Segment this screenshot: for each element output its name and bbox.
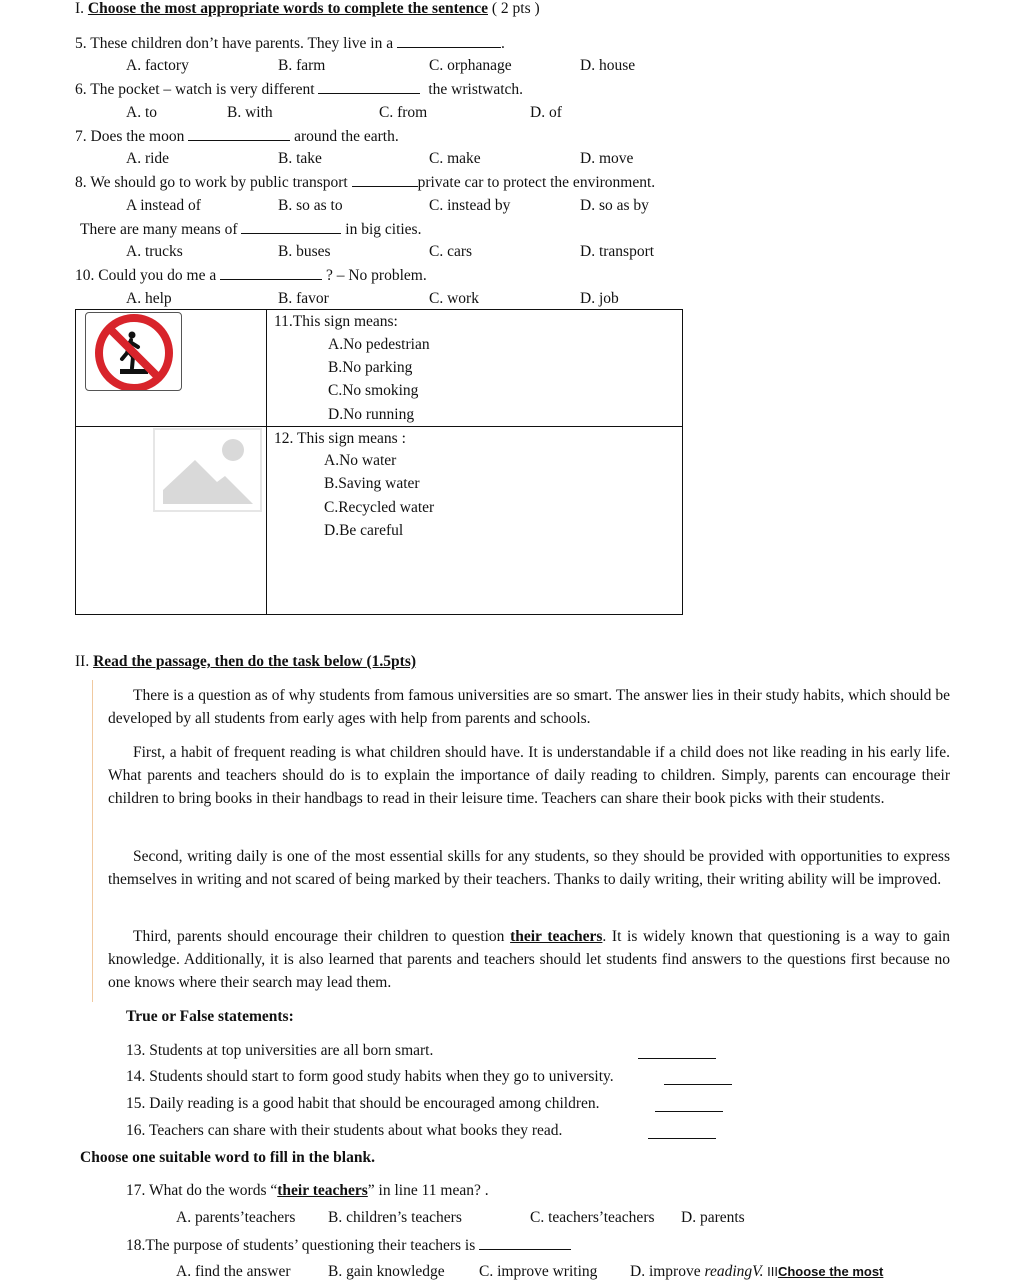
q17-option-d[interactable]: D. parents — [681, 1209, 745, 1226]
q12-option-d[interactable]: D.Be careful — [324, 522, 404, 539]
q9-stem — [80, 220, 421, 239]
q6-stem-text: 6. The pocket – watch is very different — [75, 81, 315, 98]
sign-question-table — [75, 309, 683, 615]
q7-end: around the earth. — [294, 128, 399, 145]
tf-item-15: 15. Daily reading is a good habit that should be encouraged among children. — [126, 1095, 600, 1112]
q12-stem: 12. This sign means : — [274, 430, 406, 447]
q9-option-d[interactable]: D. transport — [580, 243, 655, 260]
q18-trail-underlined: Choose the most — [777, 1264, 884, 1279]
q18-option-d[interactable] — [630, 1263, 883, 1281]
q6-option-a[interactable]: A. to — [126, 104, 157, 121]
q10-option-b[interactable]: B. favor — [278, 290, 329, 307]
q10-option-a[interactable]: A. help — [126, 290, 172, 307]
tf-item-16: 16. Teachers can share with their students about what books they read. — [126, 1122, 563, 1139]
q5-option-d[interactable]: D. house — [580, 57, 636, 74]
q18-trail: III — [763, 1264, 778, 1279]
q8-option-c[interactable]: C. instead by — [429, 197, 511, 214]
q8-blank[interactable] — [352, 173, 418, 187]
q17-underlined: their teachers — [277, 1182, 368, 1199]
q5-end: . — [500, 35, 505, 52]
q5-stem-text: 5. These children don’t have parents. They live in a — [75, 35, 394, 52]
q6-option-d[interactable]: D. of — [530, 104, 562, 121]
tf-heading: True or False statements: — [126, 1008, 294, 1025]
q5-blank[interactable] — [397, 34, 501, 48]
tf-blank-15[interactable] — [655, 1098, 723, 1112]
passage-p4-text-b: . It is widely known that questioning is a way to gain knowledge. Additionally, it is also learned that parents and teachers should let students find answers to the questions first because no one knows where their search may lead them. — [108, 928, 951, 991]
tf-item-14: 14. Students should start to form good study habits when they go to university. — [126, 1068, 614, 1085]
q7-blank[interactable] — [188, 127, 290, 141]
q18-blank[interactable] — [479, 1236, 571, 1250]
q17-stem — [126, 1182, 489, 1200]
passage-p4-underlined: their teachers — [510, 928, 603, 945]
passage-p2-text: First, a habit of frequent reading is what children should have. It is understandable if a child does not like reading in his early life. What parents and teachers should do is to explain the importance of daily reading to children. Simply, parents can encourage their children to bring books in their handbags to read in their leisure time. Teachers can share their book picks with their students. — [108, 744, 950, 807]
passage-margin-line — [92, 680, 93, 1002]
q6-stem — [75, 80, 523, 99]
q18-stem — [126, 1236, 571, 1255]
q10-option-c[interactable]: C. work — [429, 290, 479, 307]
table-row-divider — [76, 426, 682, 427]
q9-option-b[interactable]: B. buses — [278, 243, 331, 260]
no-pedestrian-icon — [86, 313, 181, 390]
q17-option-c[interactable]: C. teachers’teachers — [530, 1209, 655, 1226]
q7-option-c[interactable]: C. make — [429, 150, 481, 167]
q10-option-d[interactable]: D. job — [580, 290, 619, 307]
q11-option-d[interactable]: D.No running — [328, 406, 415, 423]
q11-option-c[interactable]: C.No smoking — [328, 382, 419, 399]
passage-paragraph-3 — [108, 845, 950, 891]
passage-p3-text: Second, writing daily is one of the most essential skills for any students, so they should be provided with opportunities to express themselves in writing and not scared of being marked by their teachers. Thanks to daily writing, their writing ability will be improved. — [108, 848, 950, 888]
image-placeholder — [153, 428, 262, 512]
q18-option-d-italic: readingV. — [704, 1263, 764, 1280]
q18-option-b[interactable]: B. gain knowledge — [328, 1263, 445, 1280]
section2-title: Read the passage, then do the task below (1.5pts) — [93, 653, 417, 670]
q10-end: ? – No problem. — [325, 267, 427, 284]
q11-option-a[interactable]: A.No pedestrian — [328, 336, 430, 353]
q9-end: in big cities. — [345, 221, 422, 238]
q7-option-a[interactable]: A. ride — [126, 150, 170, 167]
q8-option-b[interactable]: B. so as to — [278, 197, 343, 214]
q6-option-b[interactable]: B. with — [227, 104, 273, 121]
q18-option-d-text: D. improve — [630, 1263, 705, 1280]
q9-blank[interactable] — [241, 220, 341, 234]
passage-p4-text-a: Third, parents should encourage their children to question — [133, 928, 505, 945]
q17-option-a[interactable]: A. parents’teachers — [176, 1209, 296, 1226]
passage-p1-text: There is a question as of why students from famous universities are so smart. The answer lies in their study habits, which should be developed by all students from early ages with help from parents and schools. — [108, 687, 950, 727]
q5-option-c[interactable]: C. orphanage — [429, 57, 512, 74]
q17-post: ” in line 11 mean? . — [367, 1182, 489, 1199]
q12-option-b[interactable]: B.Saving water — [324, 475, 420, 492]
tf-item-13: 13. Students at top universities are all born smart. — [126, 1042, 434, 1059]
q11-option-b[interactable]: B.No parking — [328, 359, 413, 376]
q18-stem-text: 18.The purpose of students’ questioning their teachers is — [126, 1237, 476, 1254]
q7-option-d[interactable]: D. move — [580, 150, 634, 167]
q7-stem-text: 7. Does the moon — [75, 128, 185, 145]
no-pedestrian-sign — [85, 312, 182, 391]
section1-points: ( 2 pts ) — [491, 0, 540, 17]
fill-heading: Choose one suitable word to fill in the blank. — [80, 1149, 375, 1166]
q10-stem — [75, 266, 427, 285]
section1-header — [75, 0, 540, 18]
q7-option-b[interactable]: B. take — [278, 150, 322, 167]
q5-option-b[interactable]: B. farm — [278, 57, 326, 74]
q17-option-b[interactable]: B. children’s teachers — [328, 1209, 462, 1226]
passage-paragraph-1 — [108, 684, 950, 730]
q5-stem — [75, 34, 505, 53]
q8-option-d[interactable]: D. so as by — [580, 197, 649, 214]
passage-paragraph-2 — [108, 741, 950, 810]
q10-blank[interactable] — [220, 266, 322, 280]
image-placeholder-icon — [155, 430, 260, 510]
q9-option-a[interactable]: A. trucks — [126, 243, 183, 260]
passage-paragraph-4 — [108, 925, 950, 994]
q6-option-c[interactable]: C. from — [379, 104, 428, 121]
q12-option-c[interactable]: C.Recycled water — [324, 499, 435, 516]
q18-option-a[interactable]: A. find the answer — [176, 1263, 291, 1280]
section1-roman: I. — [75, 0, 85, 17]
q8-option-a[interactable]: A instead of — [126, 197, 201, 214]
q10-stem-text: 10. Could you do me a — [75, 267, 217, 284]
section1-title: Choose the most appropriate words to complete the sentence — [87, 0, 488, 17]
q9-option-c[interactable]: C. cars — [429, 243, 473, 260]
table-column-divider — [266, 310, 267, 614]
q18-option-c[interactable]: C. improve writing — [479, 1263, 598, 1280]
q11-stem: 11.This sign means: — [274, 313, 398, 330]
tf-blank-13[interactable] — [638, 1045, 716, 1059]
section2-roman: II. — [75, 653, 90, 670]
q8-stem-text: 8. We should go to work by public transport — [75, 174, 348, 191]
q12-option-a[interactable]: A.No water — [324, 452, 397, 469]
q17-pre: 17. What do the words “ — [126, 1182, 278, 1199]
q6-blank[interactable] — [318, 80, 420, 94]
tf-blank-14[interactable] — [664, 1071, 732, 1085]
q9-stem-text: There are many means of — [80, 221, 238, 238]
q6-end: the wristwatch. — [428, 81, 524, 98]
q5-option-a[interactable]: A. factory — [126, 57, 189, 74]
section2-header — [75, 653, 416, 671]
tf-blank-16[interactable] — [648, 1125, 716, 1139]
q8-stem — [75, 173, 655, 192]
q7-stem — [75, 127, 399, 146]
q8-end: private car to protect the environment. — [417, 174, 656, 191]
